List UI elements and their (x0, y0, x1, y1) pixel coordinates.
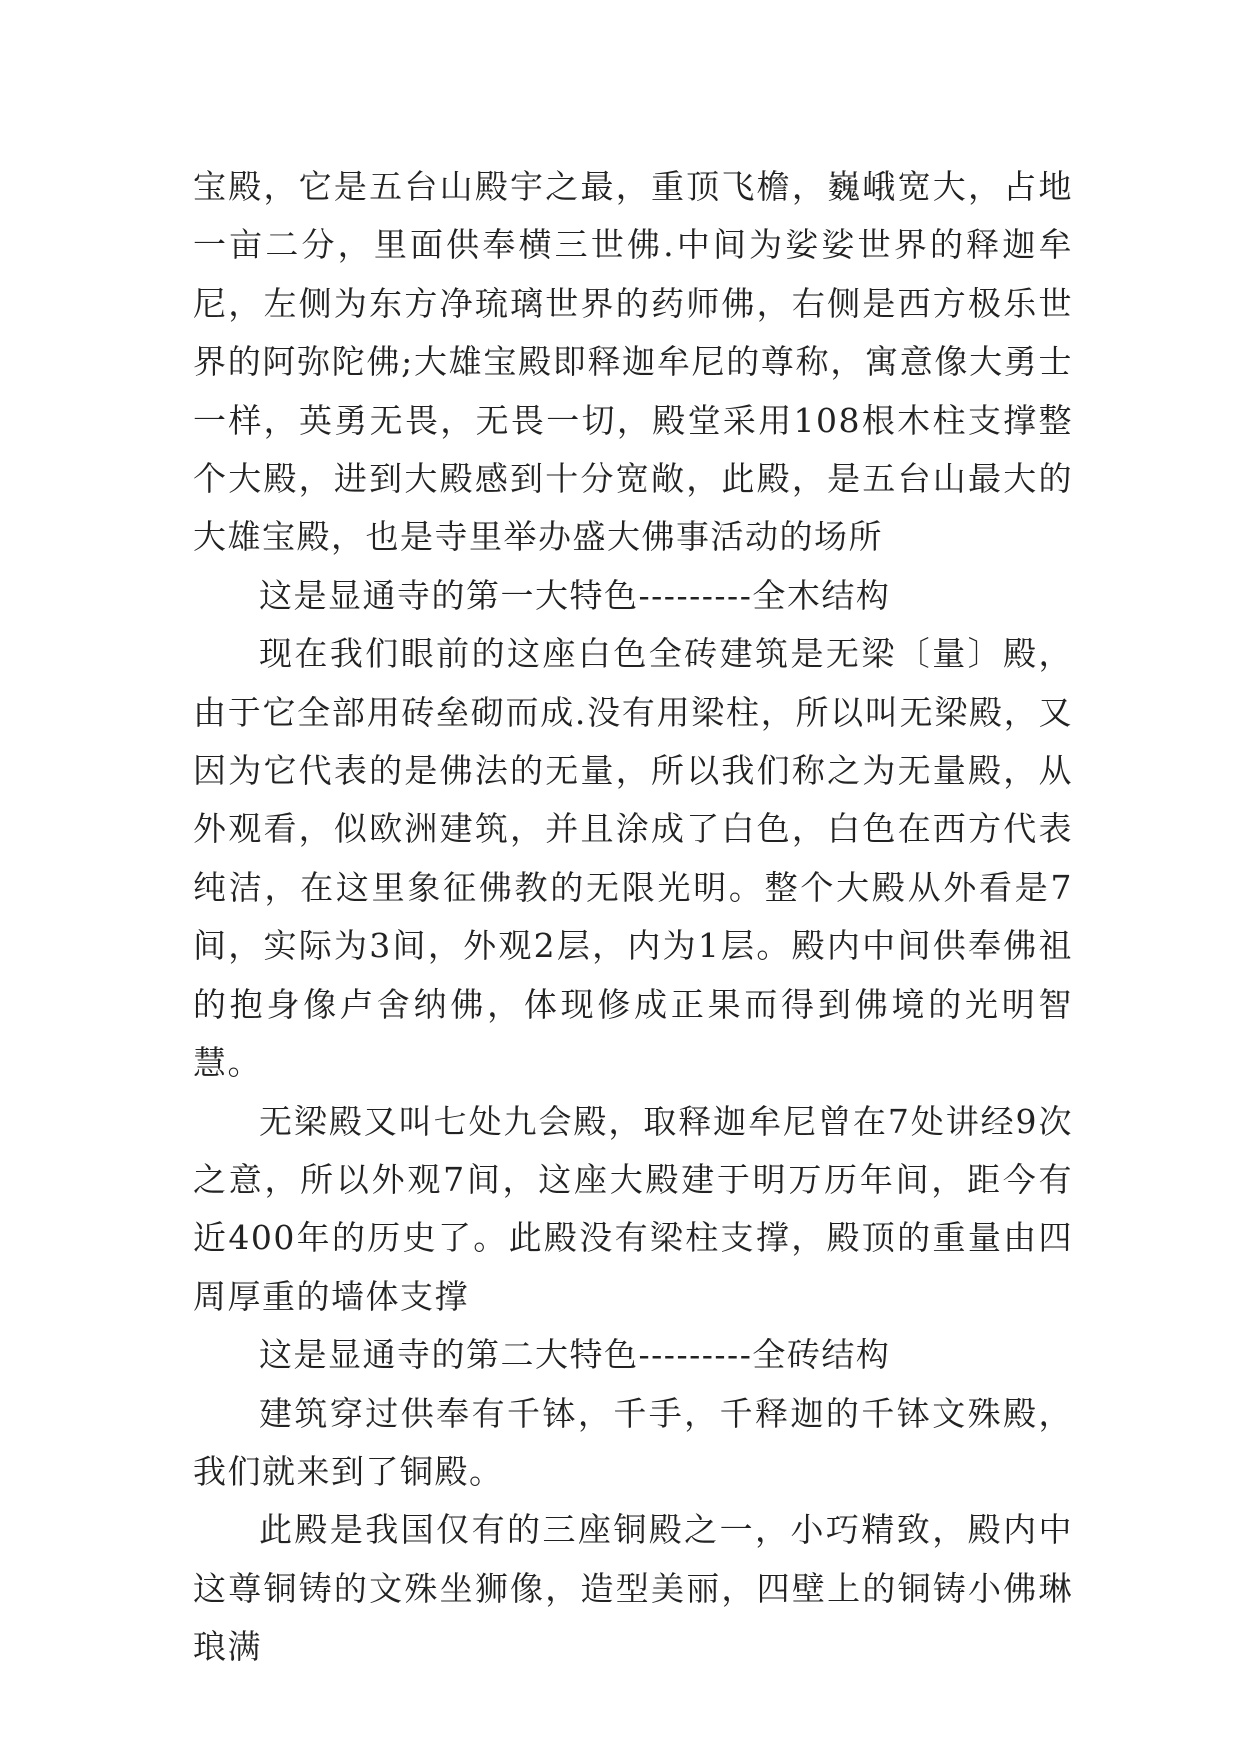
document-body (193, 158, 1073, 1677)
paragraph-wuliang-hall: 现在我们眼前的这座白色全砖建筑是无梁〔量〕殿，由于它全部用砖垒砌而成.没有用梁柱，所以叫无梁殿，又因为它代表的是佛法的无量，所以我们称之为无量殿，从外观看，似欧洲建筑，并且涂成了白色，白色在西方代表纯洁，在这里象征佛教的无限光明。整个大殿从外看是7间，实际为3间，外观2层，内为1层。殿内中间供奉佛祖的抱身像卢舍纳佛，体现修成正果而得到佛境的光明智慧。 (193, 634, 1073, 1083)
paragraph-feature-one: 这是显通寺的第一大特色---------全木结构 (259, 575, 891, 615)
paragraph-qianbo-hall: 建筑穿过供奉有千钵，千手，千释迦的千钵文殊殿，我们就来到了铜殿。 (193, 1393, 1073, 1491)
paragraph-feature-two: 这是显通寺的第二大特色---------全砖结构 (259, 1335, 891, 1375)
paragraph-bronze-hall: 此殿是我国仅有的三座铜殿之一，小巧精致，殿内中这尊铜铸的文殊坐狮像，造型美丽，四壁上的铜铸小佛琳琅满 (193, 1510, 1073, 1667)
paragraph-daxiong-hall: 宝殿，它是五台山殿宇之最，重顶飞檐，巍峨宽大，占地一亩二分，里面供奉横三世佛.中间为娑娑世界的释迦牟尼，左侧为东方净琉璃世界的药师佛，右侧是西方极乐世界的阿弥陀佛;大雄宝殿即释迦牟尼的尊称，寓意像大勇士一样，英勇无畏，无畏一切，殿堂采用108根木柱支撑整个大殿，进到大殿感到十分宽敞，此殿，是五台山最大的大雄宝殿，也是寺里举办盛大佛事活动的场所 (193, 167, 1073, 557)
paragraph-qichu-jiuhui: 无梁殿又叫七处九会殿，取释迦牟尼曾在7处讲经9次之意，所以外观7间，这座大殿建于明万历年间，距今有近400年的历史了。此殿没有梁柱支撑，殿顶的重量由四周厚重的墙体支撑 (193, 1101, 1073, 1316)
